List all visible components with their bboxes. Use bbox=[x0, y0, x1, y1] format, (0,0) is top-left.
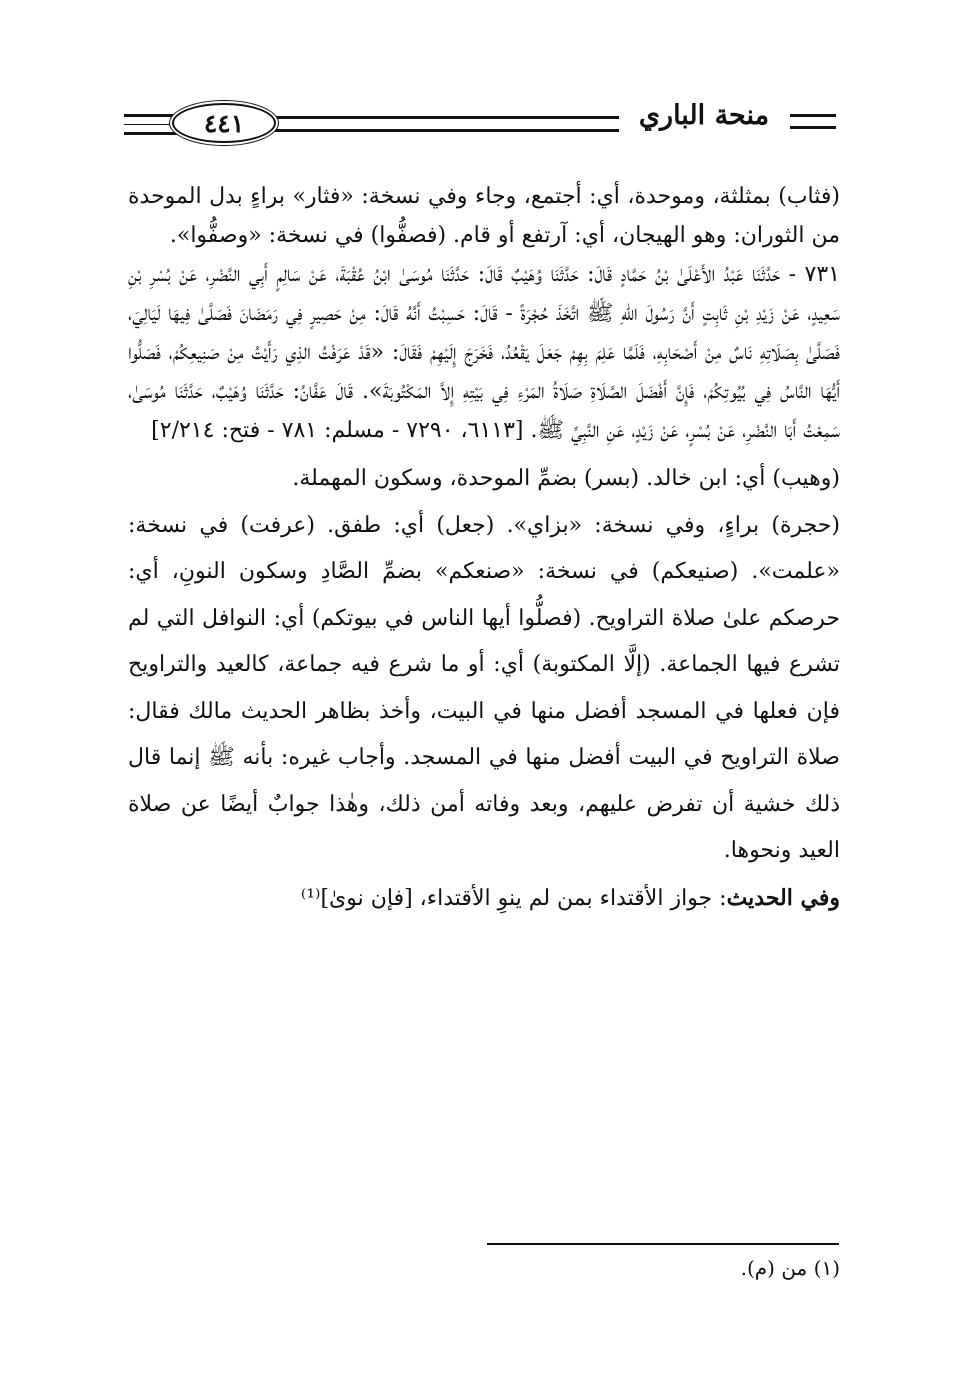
header-rule-right-top bbox=[790, 114, 836, 117]
header-rule-center-top bbox=[274, 116, 619, 119]
header-rule-left-bottom bbox=[124, 132, 186, 135]
footnote-divider bbox=[487, 1243, 839, 1245]
section-text: : جواز الأقتداء بمن لم ينوِ الأقتداء، [فإن نوىٰ]⁽¹⁾ bbox=[300, 885, 727, 911]
book-title: منحة الباري bbox=[638, 100, 770, 131]
footnote: (١) من (م). bbox=[740, 1256, 840, 1280]
commentary-paragraph: (حجرة) براءٍ، وفي نسخة: «بزاي». (جعل) أي: طفق. (عرفت) في نسخة: «علمت». (صنيعكم) في نسخة: «صنعكم» بضمِّ الصَّادِ وسكون النونِ، أي: حرصكم علىٰ صلاة التراويح. (فصلُّوا أيها الناس في بيوتكم) أي: النوافل التي لم تشرع فيها الجماعة. (إلَّا المكتوبة) أي: أو ما شرع فيه جماعة، كالعيد والتراويح فإن فعلها في المسجد أفضل منها في البيت، وأخذ بظاهر الحديث مالك فقال: صلاة التراويح في البيت أفضل منها في المسجد. وأجاب غيره: بأنه ﷺ إنما قال ذلك خشية أن تفرض عليهم، وبعد وفاته أمن ذلك، وهٰذا جوابٌ أيضًا عن صلاة العيد ونحوها. bbox=[128, 512, 840, 863]
page-header bbox=[124, 98, 836, 158]
body-text bbox=[128, 178, 840, 922]
section-lead: وفي الحديث bbox=[726, 884, 840, 911]
commentary-paragraph bbox=[128, 875, 840, 923]
header-rule-center-bottom bbox=[274, 129, 619, 132]
hadith-paragraph: ٧٣١ - حَدَّثَنَا عَبْدُ الأَعْلَىٰ بْنُ حَمَّادٍ قَالَ: حَدَّثَنَا وُهَيْبٌ قَالَ: حَدَّثَنَا مُوسَىٰ ابْنُ عُقْبَةَ، عَنْ سَالِمٍ أَبِي النَّضْرِ، عَنْ بُسْرِ بْنِ سَعِيدٍ، عَنْ زَيْدِ بْنِ ثَابِتٍ أَنَّ رَسُولَ اللهِ ﷺ اتَّخَذَ حُجْرَةً - قَالَ: حَسِبْتُ أَنَّهُ قَالَ: مِنْ حَصِيرٍ فِي رَمَضَانَ فَصَلَّىٰ فِيهَا لَيَالِيَ، فَصَلَّىٰ بِصَلَاتِهِ نَاسٌ مِنْ أَصْحَابِهِ، فَلَمَّا عَلِمَ بِهِمْ جَعَلَ يَقْعُدُ، فَخَرَجَ إِلَيْهِمْ فَقَالَ: «قَدْ عَرَفْتُ الذِي رَأَيْتُ مِنْ صَنِيعِكُمْ، فَصَلُّوا أَيُّهَا النَّاسُ فِي بُيُوتِكُمْ، فَإِنَّ أَفْضَلَ الصَّلَاةِ صَلَاةُ المَرْءِ فِي بَيْتِهِ إِلاَّ المَكْتُوبَةَ». قَالَ عَفَّانُ: حَدَّثَنَا وُهَيْبٌ، حَدَّثَنَا مُوسَىٰ، سَمِعْتُ أَبَا النَّضْرِ، عَنْ بُسْرٍ، عَنْ زَيْدٍ، عَنِ النَّبِيِّ ﷺ. [٦١١٣، ٧٢٩٠ - مسلم: ٧٨١ - فتح: ٢/٢١٤] bbox=[128, 262, 840, 443]
commentary-paragraph: (وهيب) أي: ابن خالد. (بسر) بضمِّ الموحدة، وسكون المهملة. bbox=[292, 466, 840, 491]
page-number: ٤٤١ bbox=[172, 103, 276, 143]
note-paragraph: (فثاب) بمثلثة، وموحدة، أي: أجتمع، وجاء وفي نسخة: «فثار» براءٍ بدل الموحدة من الثوران: وهو الهيجان، أي: آرتفع أو قام. (فصفُّوا) في نسخة: «وصفُّوا». bbox=[128, 184, 840, 248]
header-rule-right-bottom bbox=[790, 126, 836, 129]
